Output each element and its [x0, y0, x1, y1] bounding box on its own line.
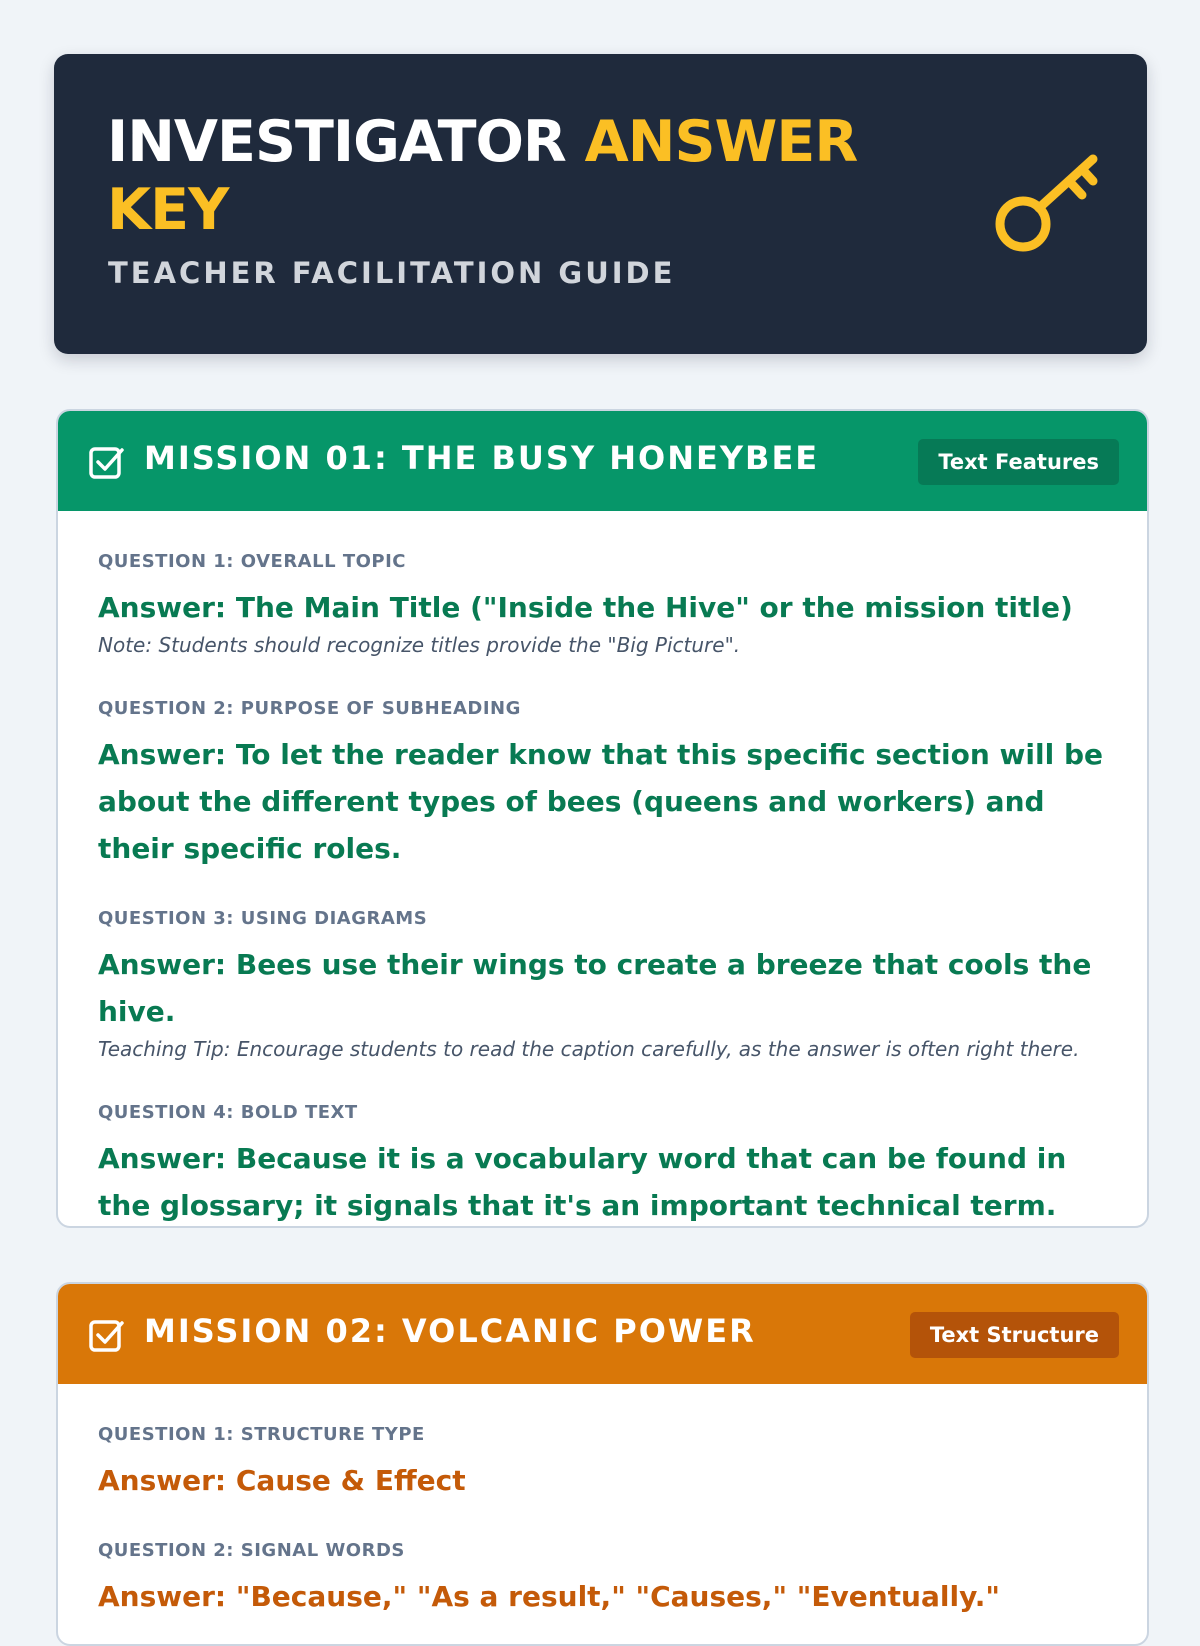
mission-body	[58, 1384, 1147, 1620]
mission-card-02	[56, 1282, 1149, 1646]
question-label: QUESTION 2: PURPOSE OF SUBHEADING	[98, 698, 521, 719]
check-square-icon	[88, 444, 124, 480]
category-badge: Text Features	[918, 439, 1119, 485]
question-item	[98, 1540, 1107, 1620]
title-main: INVESTIGATOR	[107, 109, 566, 175]
question-item	[98, 551, 1107, 662]
mission-title: MISSION 02: VOLCANIC POWER	[144, 1312, 756, 1350]
question-label: QUESTION 1: OVERALL TOPIC	[98, 551, 406, 572]
title-accent: ANSWER KEY	[107, 109, 858, 243]
question-label: QUESTION 3: USING DIAGRAMS	[98, 908, 428, 929]
answer-note: Note: Students should recognize titles provide the "Big Picture".	[98, 633, 741, 657]
mission-title: MISSION 01: THE BUSY HONEYBEE	[144, 439, 820, 477]
answer-text: Answer: Bees use their wings to create a breeze that cools the hive.	[98, 948, 1092, 1028]
question-item	[98, 1102, 1107, 1228]
question-item	[98, 1424, 1107, 1504]
answer-text: Answer: Because it is a vocabulary word that can be found in the glossary; it signals that it's an important technical term.	[98, 1142, 1067, 1222]
answer-text: Answer: The Main Title ("Inside the Hive" or the mission title)	[98, 591, 1073, 624]
page-subtitle: TEACHER FACILITATION GUIDE	[108, 256, 676, 290]
answer-note: Teaching Tip: Encourage students to read the caption carefully, as the answer is often right there.	[98, 1037, 1080, 1061]
question-label: QUESTION 1: STRUCTURE TYPE	[98, 1424, 425, 1445]
mission-card-01	[56, 409, 1149, 1228]
header-banner	[54, 54, 1147, 354]
check-square-icon	[88, 1317, 124, 1353]
question-item	[98, 908, 1107, 1066]
page-title	[107, 108, 907, 244]
answer-text: Answer: Cause & Effect	[98, 1464, 466, 1497]
question-label: QUESTION 4: BOLD TEXT	[98, 1102, 358, 1123]
answer-text: Answer: To let the reader know that this specific section will be about the different types of bees (queens and workers) and their specific roles.	[98, 738, 1103, 865]
mission-body	[58, 511, 1147, 1228]
mission-header	[58, 411, 1147, 511]
answer-text: Answer: "Because," "As a result," "Causes," "Eventually."	[98, 1580, 1000, 1613]
key-icon	[989, 149, 1109, 259]
question-item	[98, 698, 1107, 872]
category-badge: Text Structure	[910, 1312, 1119, 1358]
mission-header	[58, 1284, 1147, 1384]
question-label: QUESTION 2: SIGNAL WORDS	[98, 1540, 405, 1561]
